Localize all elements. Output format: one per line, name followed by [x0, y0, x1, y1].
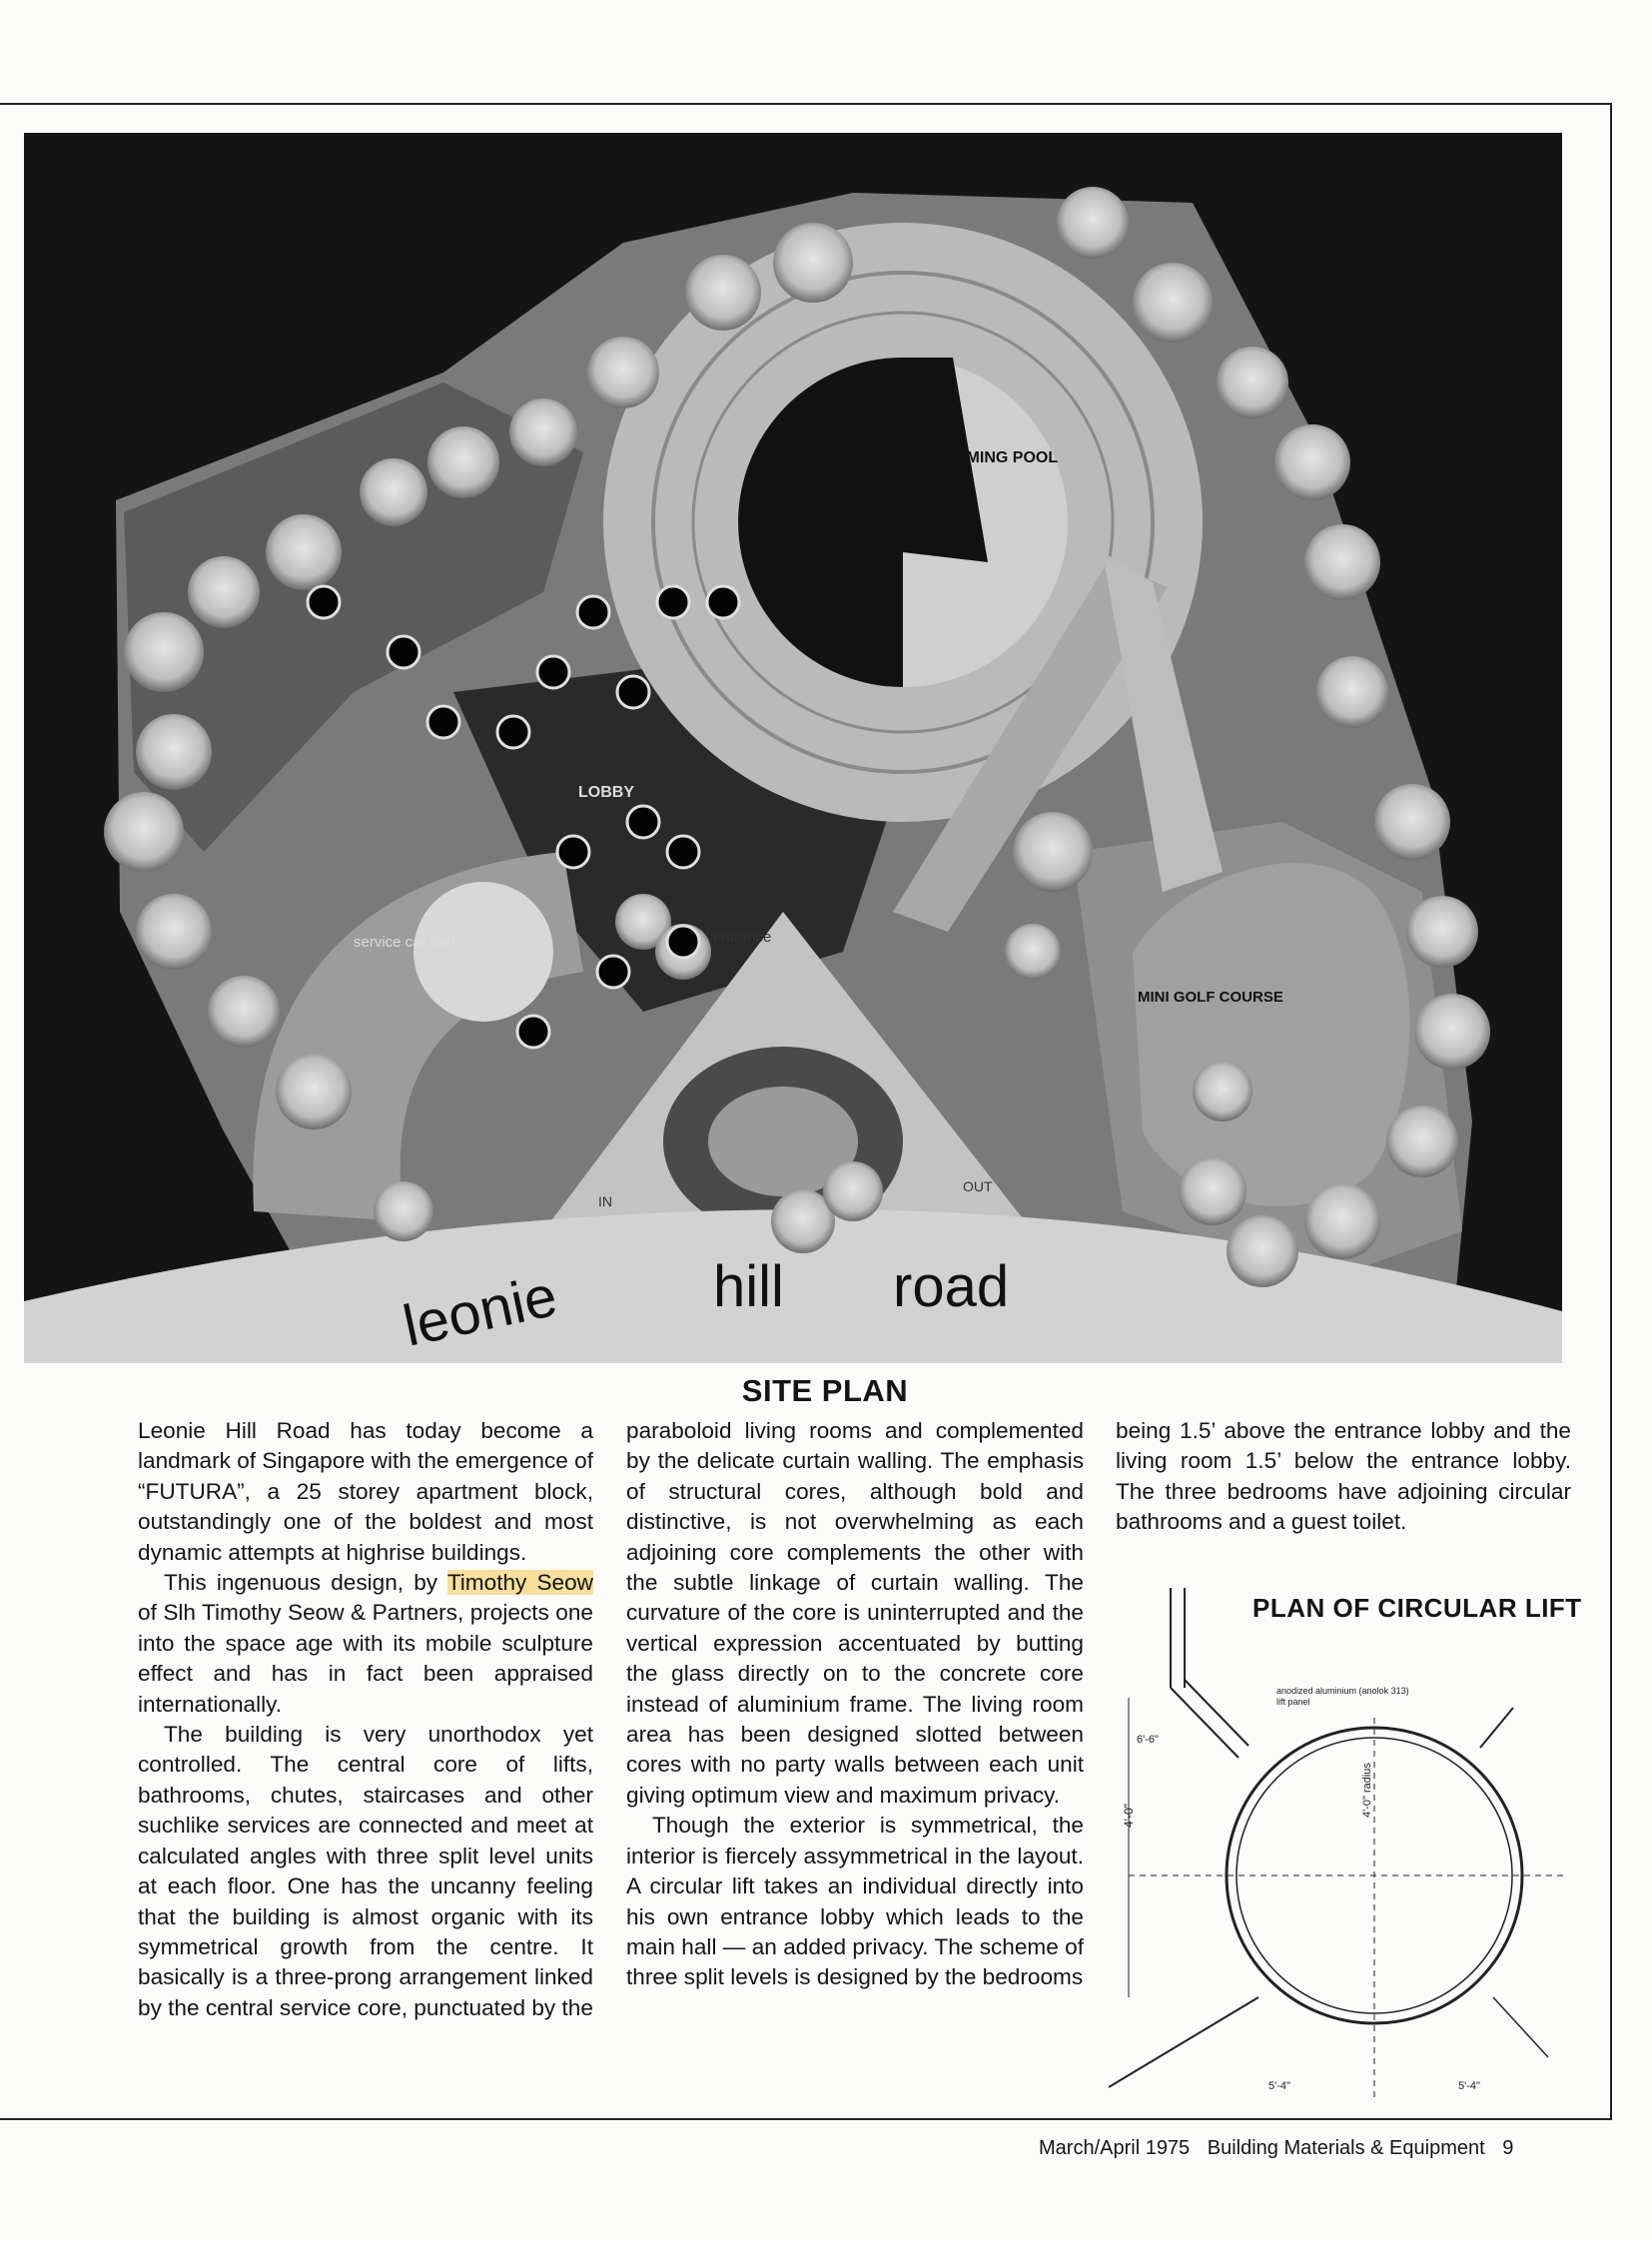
highlighted-name: Timothy Seow: [446, 1570, 593, 1596]
lift-note: anodized aluminium (anolok 313): [1276, 1686, 1409, 1696]
car-park-label: service car park: [354, 934, 459, 951]
lift-plan-title: PLAN OF CIRCULAR LIFT: [1248, 1593, 1586, 1624]
road-name-word: road: [893, 1254, 1010, 1319]
model-tree: [360, 458, 427, 526]
text-column-1: [138, 1416, 593, 2023]
model-tree: [1304, 524, 1380, 600]
dimension-label: 4'-0": [1122, 1804, 1136, 1828]
site-plan-model: [24, 133, 1562, 1363]
model-tree: [1386, 1106, 1458, 1177]
circular-lift-plan-drawing: [1109, 1578, 1578, 2107]
structural-column: [617, 676, 649, 708]
structural-column: [537, 656, 569, 688]
model-tree: [104, 792, 184, 872]
structural-column: [707, 586, 739, 618]
model-tree: [1414, 994, 1490, 1070]
model-tree: [276, 1054, 352, 1129]
dimension-label: 4'-0" radius: [1361, 1763, 1373, 1818]
model-tree: [1217, 347, 1288, 418]
lobby-label: LOBBY: [578, 784, 634, 801]
model-tree: [1274, 424, 1350, 500]
road-name-word: leonie: [398, 1262, 563, 1359]
model-tree: [1133, 263, 1213, 343]
model-tree: [1005, 924, 1061, 980]
structural-column: [597, 956, 629, 988]
model-tree: [1227, 1215, 1298, 1287]
model-tree: [136, 894, 212, 970]
structural-column: [657, 586, 689, 618]
paragraph: Leonie Hill Road has today become a landmark of Singapore with the emergence of “FUTURA”, a 25 storey apartment block, outstandingly one of the boldest and most dynamic attempts at highrise buildings.: [138, 1418, 593, 1565]
structural-column: [497, 716, 529, 748]
structural-column: [557, 836, 589, 868]
model-tree: [823, 1161, 883, 1221]
entrance-label: entrance: [713, 929, 772, 946]
model-tree: [1374, 784, 1450, 860]
model-tree: [1406, 896, 1478, 968]
model-tree: [124, 612, 204, 692]
car-park-rotunda: [413, 882, 553, 1022]
dimension-label: 5'-4": [1458, 2080, 1480, 2092]
model-tree: [1057, 187, 1129, 259]
model-tree: [509, 398, 577, 466]
model-tree: [587, 337, 659, 408]
paragraph: paraboloid living rooms and complemented by the delicate curtain walling. The emphasis of structural cores, although bold and distinctive, is not overwhelming as each adjoining core complements the other with the subtle linkage of curtain walling. The curvature of the core is uninterrupted and the vertical expression accentuated by butting the glass directly on to the concrete core instead of aluminium frame. The living room area has been designed slotted between cores with no party walls between each unit giving optimum view and maximum privacy.: [626, 1418, 1084, 1808]
page-footer: [1039, 2137, 1578, 2160]
paragraph-text: This ingenuous design, by: [164, 1570, 438, 1596]
road-in-label: IN: [598, 1193, 612, 1209]
publication-name: Building Materials & Equipment: [1207, 2137, 1485, 2159]
right-rule: [1610, 103, 1612, 2120]
model-tree: [1316, 656, 1388, 728]
structural-column: [667, 836, 699, 868]
page-number: 9: [1502, 2137, 1514, 2159]
road-name-word: hill: [713, 1254, 784, 1319]
model-tree: [374, 1181, 433, 1241]
structural-column: [517, 1016, 549, 1048]
structural-column: [577, 596, 609, 628]
pool-label: SWIMMING POOL: [923, 449, 1059, 466]
text-column-2: [626, 1416, 1084, 1993]
model-tree: [427, 426, 499, 498]
mini-golf-course: [1133, 863, 1410, 1206]
issue-date: March/April 1975: [1039, 2137, 1191, 2159]
model-tree: [188, 556, 260, 628]
model-tree: [1013, 812, 1093, 892]
model-tree: [266, 514, 342, 590]
lift-note: lift panel: [1276, 1697, 1310, 1707]
paragraph: being 1.5’ above the entrance lobby and the living room 1.5’ below the entrance lobby. The three bedrooms have adjoining circular bathrooms and a guest toilet.: [1116, 1418, 1571, 1535]
model-tree: [1193, 1062, 1252, 1121]
model-tree: [773, 223, 853, 303]
model-tree: [136, 714, 212, 790]
site-plan-photo: [24, 133, 1562, 1363]
text-column-3: [1116, 1416, 1571, 1538]
structural-column: [308, 586, 340, 618]
model-tree: [208, 976, 280, 1048]
dimension-label: 6'-6": [1137, 1734, 1159, 1746]
paragraph: Though the exterior is symmetrical, the interior is fiercely assymmetrical in the layout. A circular lift takes an individual directly into his own entrance lobby which leads to the main hall — an added privacy. The scheme of three split levels is designed by the bedrooms: [626, 1813, 1084, 1990]
structural-column: [667, 926, 699, 958]
paragraph: [138, 1568, 593, 1720]
top-rule: [0, 103, 1612, 105]
model-tree: [1179, 1157, 1246, 1225]
model-tree: [685, 255, 761, 331]
dimension-label: 5'-4": [1268, 2080, 1290, 2092]
structural-column: [627, 806, 659, 838]
model-tree: [1304, 1183, 1380, 1259]
bottom-rule: [0, 2118, 1612, 2120]
paragraph-text: of Slh Timothy Seow & Partners, projects one into the space age with its mobile sculpture effect and has in fact been appraised internationally.: [138, 1600, 593, 1717]
site-plan-caption: SITE PLAN: [741, 1373, 909, 1408]
road-out-label: OUT: [963, 1178, 993, 1194]
structural-column: [388, 636, 419, 668]
paragraph: The building is very unorthodox yet controlled. The central core of lifts, bathrooms, chutes, staircases and other suchlike services are connected and meet at calculated angles with three split level units at each floor. One has the uncanny feeling that the building is almost organic with its symmetrical growth from the centre. It basically is a three-prong arrangement linked by the central service core, punctuated by the: [138, 1722, 593, 2020]
golf-label: MINI GOLF COURSE: [1138, 989, 1283, 1006]
structural-column: [427, 706, 459, 738]
